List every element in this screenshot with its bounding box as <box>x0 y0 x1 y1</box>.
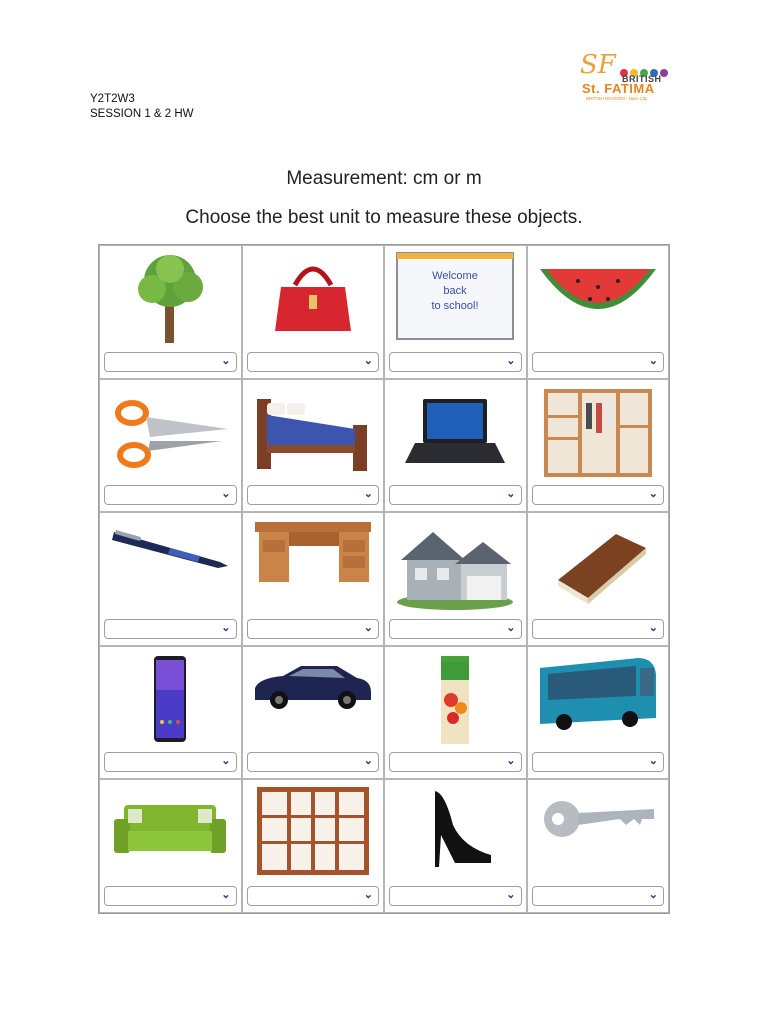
unit-dropdown[interactable] <box>104 619 237 639</box>
grid-cell <box>242 512 385 646</box>
desk-icon <box>253 518 373 612</box>
smartphone-icon <box>110 652 230 746</box>
house-icon <box>395 518 515 612</box>
grid-cell <box>99 245 242 379</box>
unit-dropdown[interactable] <box>247 485 380 505</box>
chevron-down-icon: ⌄ <box>648 621 658 634</box>
grid-cell <box>99 512 242 646</box>
laptop-icon <box>395 385 515 479</box>
unit-dropdown[interactable] <box>104 485 237 505</box>
chevron-down-icon: ⌄ <box>363 755 373 768</box>
whiteboard-text-2: back <box>443 285 467 297</box>
watermelon-icon <box>538 251 658 345</box>
objects-grid <box>98 244 670 914</box>
chevron-down-icon: ⌄ <box>506 354 516 367</box>
chevron-down-icon: ⌄ <box>363 889 373 901</box>
grid-cell <box>99 779 242 913</box>
scissors-icon <box>110 385 230 479</box>
chevron-down-icon: ⌄ <box>506 621 516 634</box>
logo-sub: BRITISH DIVISION - Nasr City <box>586 96 648 101</box>
chevron-down-icon: ⌄ <box>648 889 658 901</box>
unit-dropdown[interactable] <box>389 886 522 906</box>
high-heel-shoe-icon <box>395 785 515 879</box>
grid-cell <box>242 646 385 780</box>
grid-cell <box>384 379 527 513</box>
chevron-down-icon: ⌄ <box>506 889 516 901</box>
chevron-down-icon: ⌄ <box>363 354 373 367</box>
grid-cell <box>99 379 242 513</box>
unit-dropdown[interactable] <box>532 485 665 505</box>
unit-dropdown[interactable] <box>104 752 237 772</box>
whiteboard-text-3: to school! <box>431 300 479 312</box>
chevron-down-icon: ⌄ <box>506 488 516 501</box>
unit-dropdown[interactable] <box>247 619 380 639</box>
wardrobe-icon <box>538 385 658 479</box>
worksheet-title: Measurement: cm or m <box>286 168 482 189</box>
unit-dropdown[interactable] <box>389 352 522 372</box>
unit-dropdown[interactable] <box>104 886 237 906</box>
car-icon <box>253 652 373 746</box>
chevron-down-icon: ⌄ <box>648 755 658 768</box>
unit-dropdown[interactable] <box>247 886 380 906</box>
chevron-down-icon: ⌄ <box>363 621 373 634</box>
session-label: SESSION 1 & 2 HW <box>90 108 194 120</box>
bus-icon <box>538 652 658 746</box>
grid-cell <box>384 646 527 780</box>
grid-cell <box>242 245 385 379</box>
unit-dropdown[interactable] <box>389 485 522 505</box>
pen-icon <box>110 518 230 612</box>
grid-cell <box>527 245 670 379</box>
unit-dropdown[interactable] <box>389 619 522 639</box>
book-icon <box>538 518 658 612</box>
grid-cell <box>384 779 527 913</box>
tree-icon <box>110 251 230 345</box>
grid-cell <box>527 512 670 646</box>
chevron-down-icon: ⌄ <box>648 354 658 367</box>
whiteboard-icon <box>395 251 515 345</box>
chevron-down-icon: ⌄ <box>506 755 516 768</box>
key-icon <box>538 785 658 879</box>
logo-top-word: BRITISH <box>622 74 662 84</box>
grid-cell <box>384 245 527 379</box>
chevron-down-icon: ⌄ <box>648 488 658 501</box>
sofa-icon <box>110 785 230 879</box>
grid-cell <box>242 779 385 913</box>
class-code: Y2T2W3 <box>90 93 135 105</box>
header-info <box>90 92 194 122</box>
logo-monogram: SF <box>580 50 616 80</box>
unit-dropdown[interactable] <box>532 619 665 639</box>
chevron-down-icon: ⌄ <box>363 488 373 501</box>
chevron-down-icon: ⌄ <box>221 488 231 501</box>
unit-dropdown[interactable] <box>532 886 665 906</box>
bed-icon <box>253 385 373 479</box>
chevron-down-icon: ⌄ <box>221 621 231 634</box>
juice-box-icon <box>395 652 515 746</box>
grid-cell <box>527 779 670 913</box>
grid-cell <box>242 379 385 513</box>
unit-dropdown[interactable] <box>532 752 665 772</box>
unit-dropdown[interactable] <box>532 352 665 372</box>
unit-dropdown[interactable] <box>247 352 380 372</box>
grid-cell <box>527 379 670 513</box>
whiteboard-text-1: Welcome <box>432 270 479 282</box>
unit-dropdown[interactable] <box>389 752 522 772</box>
school-logo <box>576 50 676 100</box>
chevron-down-icon: ⌄ <box>221 354 231 367</box>
window-icon <box>253 785 373 879</box>
chevron-down-icon: ⌄ <box>221 755 231 768</box>
logo-name: St. FATIMA <box>582 81 655 96</box>
grid-cell <box>384 512 527 646</box>
unit-dropdown[interactable] <box>247 752 380 772</box>
chevron-down-icon: ⌄ <box>221 889 231 901</box>
grid-cell <box>527 646 670 780</box>
handbag-icon <box>253 251 373 345</box>
grid-cell <box>99 646 242 780</box>
unit-dropdown[interactable] <box>104 352 237 372</box>
worksheet-instruction: Choose the best unit to measure these objects. <box>185 207 583 228</box>
